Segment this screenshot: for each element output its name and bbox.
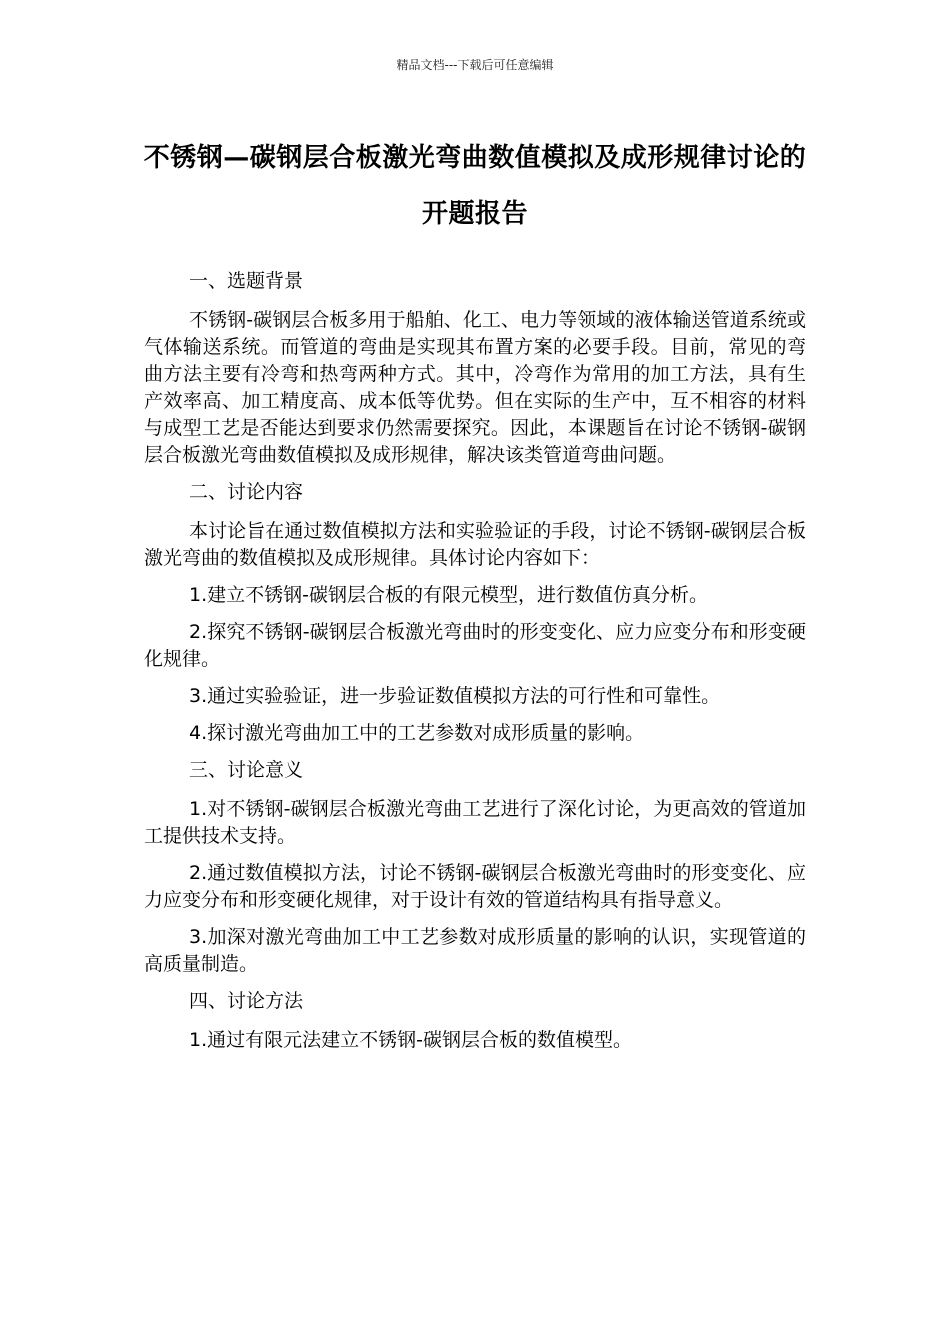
content-item-3: 3.通过实验验证，进一步验证数值模拟方法的可行性和可靠性。 <box>189 685 721 707</box>
content-item-1: 1.建立不锈钢-碳钢层合板的有限元模型，进行数值仿真分析。 <box>189 584 708 606</box>
section-heading-background: 一、选题背景 <box>189 270 304 292</box>
document-title: 不锈钢—碳钢层合板激光弯曲数值模拟及成形规律讨论的开题报告 <box>143 143 807 229</box>
content-item-2: 2.探究不锈钢-碳钢层合板激光弯曲时的形变变化、应力应变分布和形变硬化规律。 <box>144 621 806 670</box>
significance-item-1: 1.对不锈钢-碳钢层合板激光弯曲工艺进行了深化讨论，为更高效的管道加工提供技术支持。 <box>144 798 806 847</box>
document-body <box>144 268 806 1064</box>
section-heading-method: 四、讨论方法 <box>189 990 304 1012</box>
paragraph-content-intro: 本讨论旨在通过数值模拟方法和实验验证的手段，讨论不锈钢-碳钢层合板激光弯曲的数值模拟及成形规律。具体讨论内容如下： <box>144 520 806 569</box>
method-item-1: 1.通过有限元法建立不锈钢-碳钢层合板的数值模型。 <box>189 1029 632 1051</box>
paragraph-background: 不锈钢-碳钢层合板多用于船舶、化工、电力等领域的液体输送管道系统或气体输送系统。而管道的弯曲是实现其布置方案的必要手段。目前，常见的弯曲方法主要有冷弯和热弯两种方式。其中，冷弯作为常用的加工方法，具有生产效率高、加工精度高、成本低等优势。但在实际的生产中，互不相容的材料与成型工艺是否能达到要求仍然需要探究。因此，本课题旨在讨论不锈钢-碳钢层合板激光弯曲数值模拟及成形规律，解决该类管道弯曲问题。 <box>144 309 806 466</box>
significance-item-2: 2.通过数值模拟方法，讨论不锈钢-碳钢层合板激光弯曲时的形变变化、应力应变分布和形变硬化规律，对于设计有效的管道结构具有指导意义。 <box>144 862 806 911</box>
page-header-note: 精品文档---下载后可任意编辑 <box>396 58 554 72</box>
section-heading-significance: 三、讨论意义 <box>189 759 304 781</box>
section-heading-content: 二、讨论内容 <box>189 481 304 503</box>
content-item-4: 4.探讨激光弯曲加工中的工艺参数对成形质量的影响。 <box>189 722 645 744</box>
significance-item-3: 3.加深对激光弯曲加工中工艺参数对成形质量的影响的认识，实现管道的高质量制造。 <box>144 926 806 975</box>
